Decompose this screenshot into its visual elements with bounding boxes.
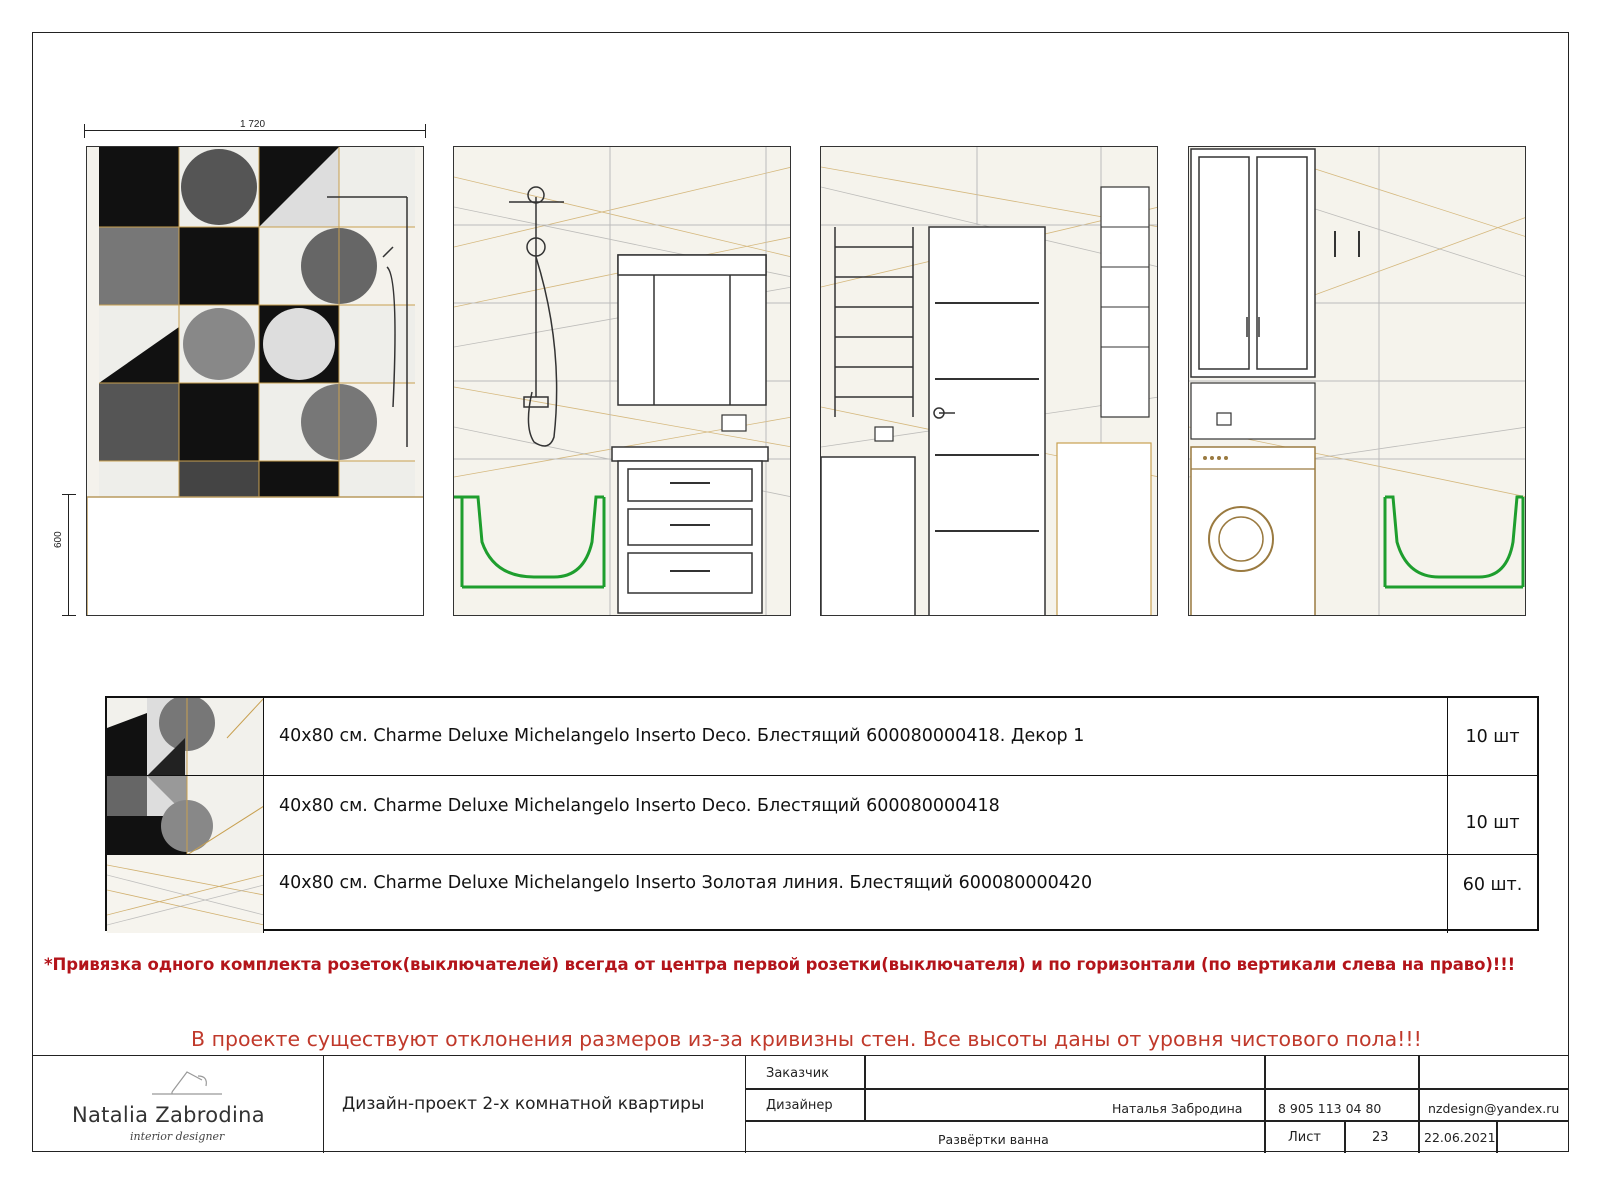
tile-quantity-text: 10 шт [1465, 813, 1520, 833]
elevation-wall-vanity [453, 146, 791, 616]
tile-row-decor-2 [107, 776, 1537, 855]
tile-quantity-text: 10 шт [1465, 727, 1520, 747]
logo-cell [32, 1056, 324, 1153]
logo-name: Natalia Zabrodina [72, 1103, 265, 1127]
tb-row-line-1 [746, 1088, 1569, 1090]
dim-tick-right [425, 124, 426, 138]
sheet-title: Развёртки ванна [938, 1132, 1049, 1147]
tb-row-line-2 [746, 1120, 1569, 1122]
project-title-cell [324, 1056, 746, 1153]
height-dimension-line [68, 494, 69, 616]
sheet-number: 23 [1372, 1130, 1389, 1145]
dim-tick-left [84, 124, 85, 138]
tile-swatch-gold-line [107, 855, 264, 933]
tb-col-line-b [1264, 1056, 1266, 1153]
tile-quantity [1447, 855, 1537, 933]
tile-specification-table [105, 696, 1539, 931]
tile-swatch-decor-2 [107, 776, 264, 854]
tile-row-gold-line [107, 855, 1537, 933]
elevation-wall-decor [86, 146, 424, 616]
width-dimension-line [84, 130, 426, 131]
elevation-wall-washer [1188, 146, 1526, 616]
dim-tick-top [62, 494, 76, 495]
designer-phone: 8 905 113 04 80 [1278, 1101, 1382, 1116]
elevation-wall-door [820, 146, 1158, 616]
tile-description: 40х80 см. Charme Deluxe Michelangelo Inserto Золотая линия. Блестящий 600080000420 [279, 873, 1093, 893]
tb-col-line-e [1496, 1120, 1498, 1153]
deviation-note: В проекте существуют отклонения размеров из-за кривизны стен. Все высоты даны от уровня чистового пола!!! [191, 1027, 1422, 1051]
dim-tick-bottom [62, 615, 76, 616]
tb-col-line-d [1418, 1056, 1420, 1153]
tile-row-decor-1 [107, 698, 1537, 776]
desk-lamp-icon [142, 1062, 232, 1102]
project-title: Дизайн-проект 2-х комнатной квартиры [342, 1094, 705, 1114]
height-dimension-label: 600 [53, 531, 64, 548]
sheet-label: Лист [1288, 1130, 1321, 1145]
sheet-date: 22.06.2021 [1424, 1130, 1496, 1145]
tile-quantity [1447, 698, 1537, 775]
designer-label: Дизайнер [766, 1098, 833, 1113]
logo-subtitle: interior designer [130, 1130, 225, 1143]
customer-label: Заказчик [766, 1066, 830, 1081]
tile-description: 40х80 см. Charme Deluxe Michelangelo Inserto Deco. Блестящий 600080000418 [279, 796, 1000, 816]
tb-col-line-a [864, 1056, 866, 1120]
width-dimension-label: 1 720 [240, 119, 266, 130]
tile-quantity [1447, 776, 1537, 854]
tile-quantity-text: 60 шт. [1462, 875, 1523, 895]
title-block [32, 1055, 1569, 1152]
designer-email: nzdesign@yandex.ru [1428, 1101, 1560, 1116]
designer-name: Наталья Забродина [1112, 1101, 1243, 1116]
tile-description: 40х80 см. Charme Deluxe Michelangelo Inserto Deco. Блестящий 600080000418. Декор 1 [279, 726, 1085, 746]
tile-swatch-decor-1 [107, 698, 264, 775]
tb-col-line-c [1344, 1120, 1346, 1153]
binding-note: *Привязка одного комплекта розеток(выключателей) всегда от центра первой розетки(выключателя) и по горизонтали (по вертикали слева на право)!!! [44, 955, 1516, 974]
